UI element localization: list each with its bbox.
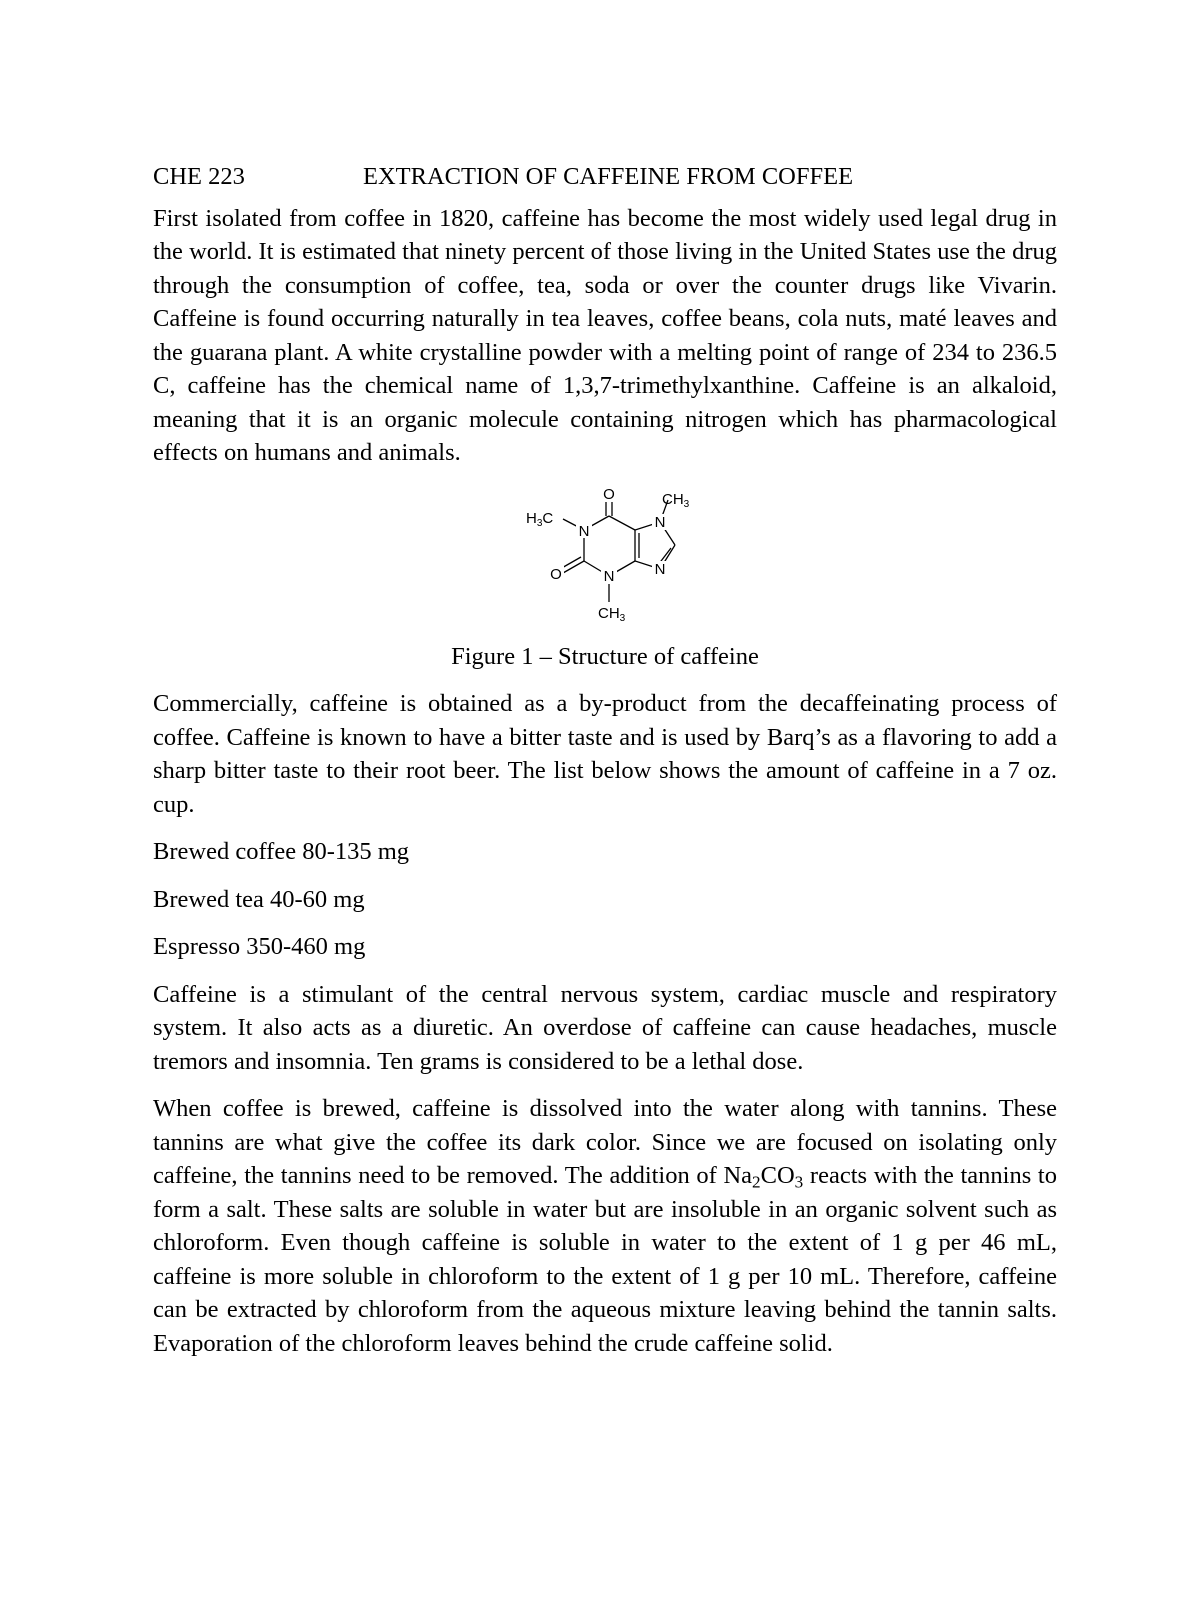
oxygen-left-label: O [550,565,562,583]
course-code: CHE 223 [153,163,245,190]
oxygen-top-label: O [603,485,615,503]
methyl-n1-label: $H_3C$ [526,509,554,529]
sodium-carbonate-formula: $Na_2CO_3$ [723,1162,804,1192]
brewing-paragraph: When coffee is brewed, caffeine is dissolved into the water along with tannins. These tannins are what give the coffee its dark color. Since we are focused on isolating only caffeine, the tannins need to be removed. The addition of $Na_2CO_3$ reacts with the tannins to form a salt. These salts are soluble in water but are insoluble in an organic solvent such as chloroform. Even though caffeine is soluble in water to the extent of 1 g per 46 mL, caffeine is more soluble in chloroform to the extent of 1 g per 10 mL. Therefore, caffeine can be extracted by chloroform from the aqueous mixture leaving behind the tannin salts. Evaporation of the chloroform leaves behind the crude caffeine solid. [153,1095,1057,1357]
document-header [153,160,1057,194]
list-item: Espresso 350-460 mg [153,933,366,960]
caffeine-structure-diagram [505,484,705,634]
list-item: Brewed coffee 80-135 mg [153,838,410,865]
commercial-paragraph: Commercially, caffeine is obtained as a by-product from the decaffeinating process of coffee. Caffeine is known to have a bitter taste and is used by Barq’s as a flavoring to add a sharp bitter taste to their root beer. The list below shows the amount of caffeine in a 7 oz. cup. [153,690,1057,818]
document-content [153,160,1057,1374]
stimulant-paragraph: Caffeine is a stimulant of the central nervous system, cardiac muscle and respiratory system. It also acts as a diuretic. An overdose of caffeine can cause headaches, muscle tremors and insomnia. Ten grams is considered to be a lethal dose. [153,980,1057,1075]
caffeine-structure-figure [153,484,1057,634]
document-title: EXTRACTION OF CAFFEINE FROM COFFEE [363,163,854,190]
nitrogen-9-label: N [654,560,666,578]
nitrogen-1-label: N [578,522,590,540]
nitrogen-3-label: N [603,567,615,585]
nitrogen-7-label: N [654,513,666,531]
methyl-n3-label: $CH_3$ [598,604,626,624]
figure-caption: Figure 1 – Structure of caffeine [451,642,759,670]
methyl-n7-label: $CH_3$ [662,490,690,510]
caffeine-bonds [560,495,675,602]
caffeine-amount-list [153,835,1057,964]
intro-paragraph: First isolated from coffee in 1820, caffeine has become the most widely used legal drug in the world. It is estimated that ninety percent of those living in the United States use the drug through the consumption of coffee, tea, soda or over the counter drugs like Vivarin. Caffeine is found occurring naturally in tea leaves, coffee beans, cola nuts, maté leaves and the guarana plant. A white crystalline powder with a melting point of range of 234 to 236.5 C, caffeine has the chemical name of 1,3,7-trimethylxanthine. Caffeine is an alkaloid, meaning that it is an organic molecule containing nitrogen which has pharmacological effects on humans and animals. [153,204,1057,466]
list-item: Brewed tea 40-60 mg [153,885,365,913]
